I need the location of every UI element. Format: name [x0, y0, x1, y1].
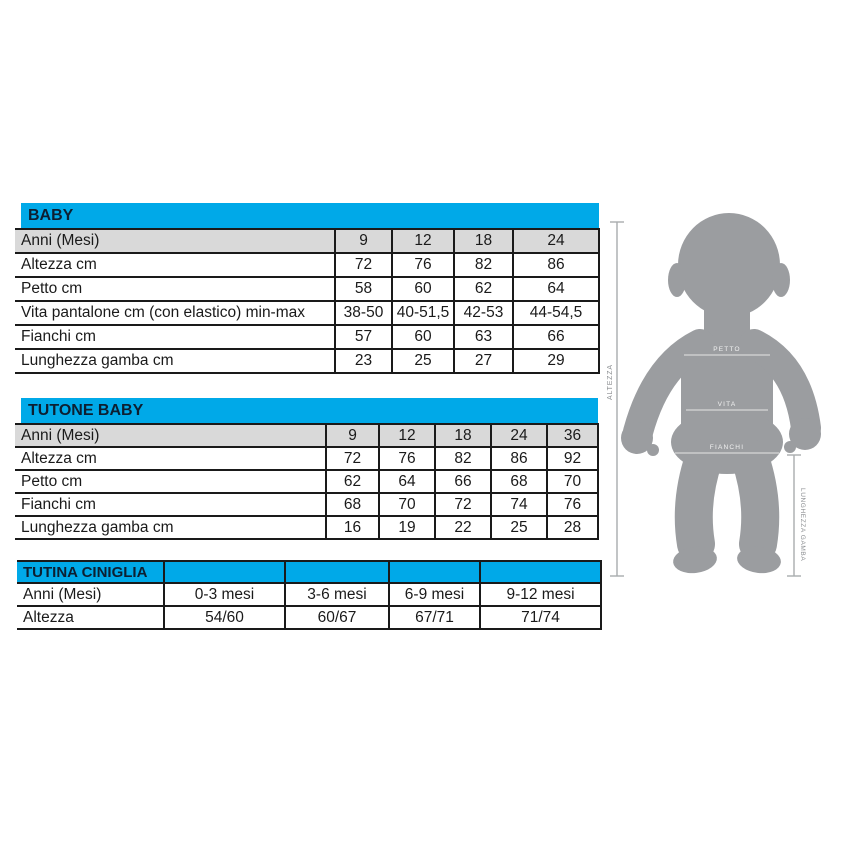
table-row [15, 253, 599, 277]
row-label-cell: Lunghezza gamba cm [15, 349, 335, 373]
size-table-tutina-ciniglia [17, 560, 601, 630]
value-cell: 64 [379, 470, 435, 493]
column-header-cell: 3-6 mesi [285, 583, 389, 606]
column-header-cell: 36 [547, 424, 598, 447]
value-cell: 44-54,5 [513, 301, 599, 325]
table-row [17, 606, 601, 629]
table-row [15, 470, 598, 493]
value-cell: 72 [326, 447, 379, 470]
value-cell: 70 [379, 493, 435, 516]
column-header-cell: 18 [435, 424, 491, 447]
fianchi-label: FIANCHI [709, 444, 745, 451]
value-cell: 22 [435, 516, 491, 539]
value-cell: 82 [454, 253, 513, 277]
table-row [17, 583, 601, 606]
table-row [15, 229, 599, 253]
left-leg [694, 458, 704, 544]
value-cell: 76 [547, 493, 598, 516]
column-header-cell: 9-12 mesi [480, 583, 601, 606]
row-label-cell: Altezza [17, 606, 164, 629]
value-cell: 60 [392, 325, 454, 349]
value-cell: 23 [335, 349, 392, 373]
value-cell: 66 [435, 470, 491, 493]
petto-label: PETTO [713, 346, 741, 353]
left-ear [668, 263, 686, 297]
row-label-cell: Fianchi cm [15, 493, 326, 516]
value-cell: 74 [491, 493, 547, 516]
row-label-cell: Vita pantalone cm (con elastico) min-max [15, 301, 335, 325]
value-cell: 25 [392, 349, 454, 373]
altezza-label: ALTEZZA [607, 364, 614, 400]
row-label-cell: Anni (Mesi) [15, 229, 335, 253]
value-cell: 86 [491, 447, 547, 470]
table-row [15, 301, 599, 325]
value-cell: 28 [547, 516, 598, 539]
value-cell: 25 [491, 516, 547, 539]
baby-silhouette [621, 213, 821, 576]
empty-header-cell [164, 561, 285, 583]
baby-table [15, 228, 600, 374]
value-cell: 68 [326, 493, 379, 516]
value-cell: 54/60 [164, 606, 285, 629]
value-cell: 72 [435, 493, 491, 516]
value-cell: 92 [547, 447, 598, 470]
value-cell: 27 [454, 349, 513, 373]
value-cell: 63 [454, 325, 513, 349]
value-cell: 16 [326, 516, 379, 539]
table-row [15, 493, 598, 516]
value-cell: 62 [326, 470, 379, 493]
value-cell: 86 [513, 253, 599, 277]
table-row [15, 349, 599, 373]
value-cell: 60/67 [285, 606, 389, 629]
empty-header-cell [480, 561, 601, 583]
row-label-cell: Petto cm [15, 470, 326, 493]
value-cell: 68 [491, 470, 547, 493]
tutone-baby-table [15, 423, 599, 540]
value-cell: 19 [379, 516, 435, 539]
baby-figure-svg [600, 208, 840, 588]
value-cell: 64 [513, 277, 599, 301]
size-table-baby [15, 203, 599, 374]
table-row [15, 424, 598, 447]
value-cell: 66 [513, 325, 599, 349]
column-header-cell: 12 [379, 424, 435, 447]
value-cell: 76 [379, 447, 435, 470]
empty-header-cell [285, 561, 389, 583]
column-header-cell: 9 [335, 229, 392, 253]
value-cell: 67/71 [389, 606, 480, 629]
table-title-tutone-baby: TUTONE BABY [21, 398, 598, 423]
vita-label: VITA [717, 401, 737, 408]
right-leg [750, 458, 760, 544]
row-label-cell: Petto cm [15, 277, 335, 301]
table-row [15, 325, 599, 349]
row-label-cell: Fianchi cm [15, 325, 335, 349]
table-row [15, 277, 599, 301]
value-cell: 42-53 [454, 301, 513, 325]
baby-measurement-diagram [600, 208, 840, 588]
table-row [15, 516, 598, 539]
value-cell: 57 [335, 325, 392, 349]
value-cell: 70 [547, 470, 598, 493]
value-cell: 62 [454, 277, 513, 301]
column-header-cell: 9 [326, 424, 379, 447]
column-header-cell: 0-3 mesi [164, 583, 285, 606]
right-ear [772, 263, 790, 297]
tutina-ciniglia-table [17, 560, 602, 630]
column-header-cell: 18 [454, 229, 513, 253]
value-cell: 29 [513, 349, 599, 373]
value-cell: 76 [392, 253, 454, 277]
value-cell: 40-51,5 [392, 301, 454, 325]
table-row [15, 447, 598, 470]
value-cell: 60 [392, 277, 454, 301]
lunghezza-gamba-measure-line [787, 455, 801, 576]
lunghezza-gamba-label: LUNGHEZZA GAMBA [799, 488, 806, 562]
value-cell: 38-50 [335, 301, 392, 325]
row-label-cell: Altezza cm [15, 447, 326, 470]
value-cell: 58 [335, 277, 392, 301]
column-header-cell: 24 [513, 229, 599, 253]
row-label-cell: Lunghezza gamba cm [15, 516, 326, 539]
size-table-tutone-baby [15, 398, 598, 540]
column-header-cell: 12 [392, 229, 454, 253]
table-title-baby: BABY [21, 203, 599, 228]
value-cell: 72 [335, 253, 392, 277]
value-cell: 71/74 [480, 606, 601, 629]
empty-header-cell [389, 561, 480, 583]
row-label-cell: Altezza cm [15, 253, 335, 277]
column-header-cell: 6-9 mesi [389, 583, 480, 606]
column-header-cell: 24 [491, 424, 547, 447]
value-cell: 82 [435, 447, 491, 470]
row-label-cell: Anni (Mesi) [15, 424, 326, 447]
table-row [17, 561, 601, 583]
row-label-cell: Anni (Mesi) [17, 583, 164, 606]
table-title-tutina-ciniglia: TUTINA CINIGLIA [17, 561, 164, 583]
